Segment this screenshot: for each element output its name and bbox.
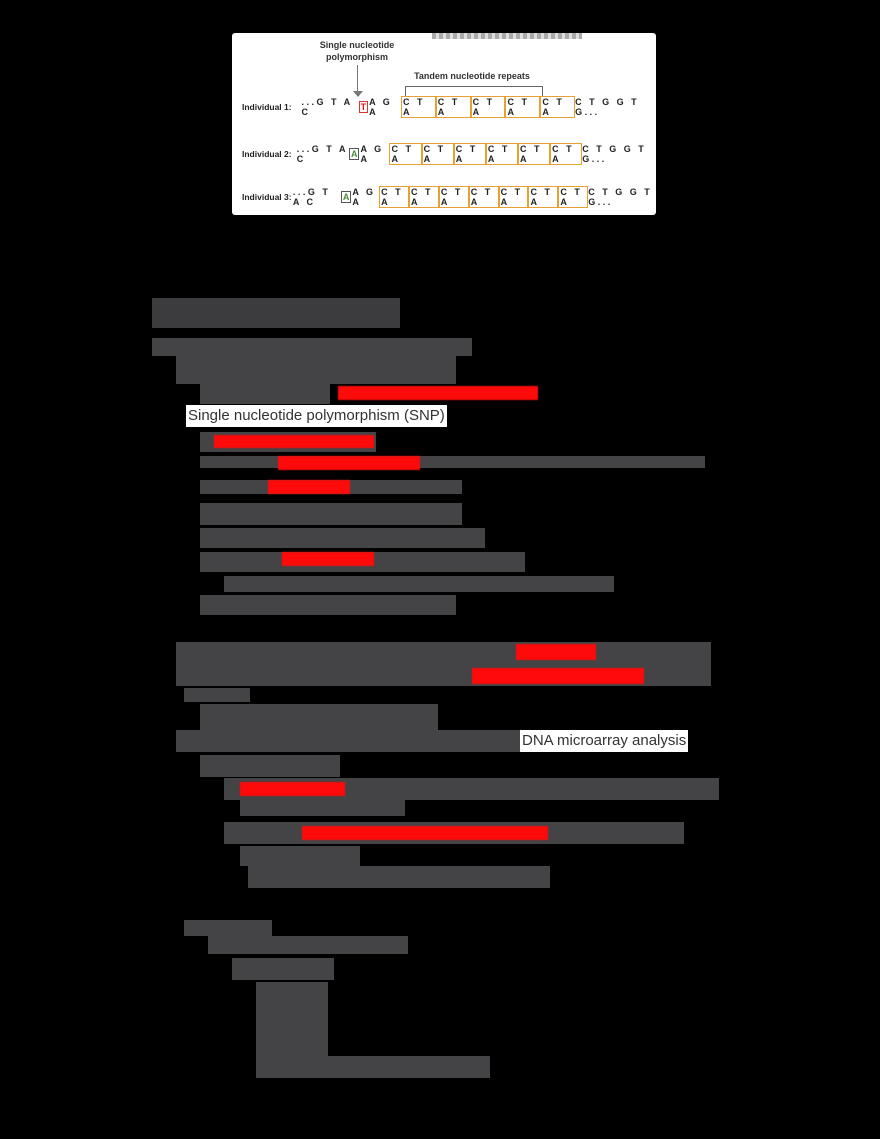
- red-highlight-term: [472, 668, 644, 684]
- repeat-unit: C T A: [471, 96, 506, 118]
- redacted-line: [256, 1056, 490, 1078]
- redacted-line: [200, 528, 485, 548]
- red-highlight-term: [240, 782, 345, 796]
- repeat-unit: C T A: [486, 143, 518, 165]
- redacted-line: [200, 456, 705, 468]
- sequence: [302, 96, 656, 118]
- redacted-line: [200, 755, 340, 777]
- repeat-unit: C T A: [379, 186, 409, 208]
- snp-label: Single nucleotide polymorphism: [319, 40, 395, 62]
- redacted-line: [240, 800, 405, 816]
- snp-term-label: Single nucleotide polymorphism (SNP): [186, 405, 447, 427]
- red-highlight-term: [516, 644, 596, 660]
- seq-prefix: ...G T A C: [301, 97, 353, 117]
- dna-polymorphism-figure: [232, 33, 656, 215]
- individual-row: [242, 146, 656, 162]
- repeat-unit: C T A: [436, 96, 471, 118]
- red-highlight-term: [214, 435, 374, 448]
- repeat-unit: C T A: [550, 143, 582, 165]
- redacted-line: [240, 846, 360, 866]
- seq-mid: A G A: [369, 97, 393, 117]
- repeat-unit: C T A: [469, 186, 499, 208]
- redacted-line: [208, 936, 408, 954]
- repeat-unit: C T A: [422, 143, 454, 165]
- repeat-unit: C T A: [518, 143, 550, 165]
- red-highlight-term: [268, 480, 350, 494]
- sequence: [293, 186, 656, 208]
- sequence: [297, 143, 656, 165]
- redacted-line: [184, 920, 272, 936]
- repeat-unit: C T A: [505, 96, 540, 118]
- redacted-line: [176, 356, 456, 384]
- red-highlight-term: [278, 456, 420, 470]
- individual-row: [242, 189, 656, 205]
- snp-base: A: [350, 149, 358, 159]
- seq-prefix: ...G T A C: [292, 187, 331, 207]
- repeat-unit: C T A: [499, 186, 529, 208]
- repeat-unit: C T A: [528, 186, 558, 208]
- individual-label: Individual 3:: [242, 192, 292, 202]
- tandem-repeats-label: Tandem nucleotide repeats: [414, 71, 530, 81]
- figure-caption-strip: [432, 33, 582, 39]
- redacted-line: [200, 704, 438, 730]
- repeat-unit: C T A: [540, 96, 575, 118]
- redacted-line: [232, 958, 334, 980]
- section-heading-redacted: [152, 298, 400, 328]
- seq-prefix: ...G T A C: [296, 144, 348, 164]
- redacted-line: [200, 384, 330, 404]
- repeat-unit: C T A: [439, 186, 469, 208]
- seq-mid: A G A: [360, 144, 384, 164]
- red-highlight-term: [338, 386, 538, 400]
- redacted-line: [200, 595, 456, 615]
- repeat-unit: C T A: [409, 186, 439, 208]
- microarray-term-label: DNA microarray analysis: [520, 730, 688, 752]
- repeat-unit: C T A: [558, 186, 588, 208]
- redacted-line: [248, 866, 550, 888]
- redacted-line: [200, 503, 462, 525]
- seq-suffix: C T G G T G...: [582, 144, 647, 164]
- red-highlight-term: [282, 552, 374, 566]
- seq-suffix: C T G G T G...: [575, 97, 640, 117]
- redacted-line: [224, 576, 614, 592]
- redacted-line: [176, 730, 521, 752]
- repeat-unit: C T A: [389, 143, 421, 165]
- individual-label: Individual 2:: [242, 149, 292, 159]
- individual-row: [242, 99, 656, 115]
- repeat-unit: C T A: [401, 96, 436, 118]
- seq-suffix: C T G G T G...: [588, 187, 653, 207]
- individual-label: Individual 1:: [242, 102, 292, 112]
- redacted-line: [152, 338, 472, 356]
- seq-mid: A G A: [352, 187, 376, 207]
- redacted-line: [184, 688, 250, 702]
- red-highlight-term: [302, 826, 548, 840]
- snp-base: T: [360, 102, 367, 112]
- snp-base: A: [342, 192, 350, 202]
- repeat-unit: C T A: [454, 143, 486, 165]
